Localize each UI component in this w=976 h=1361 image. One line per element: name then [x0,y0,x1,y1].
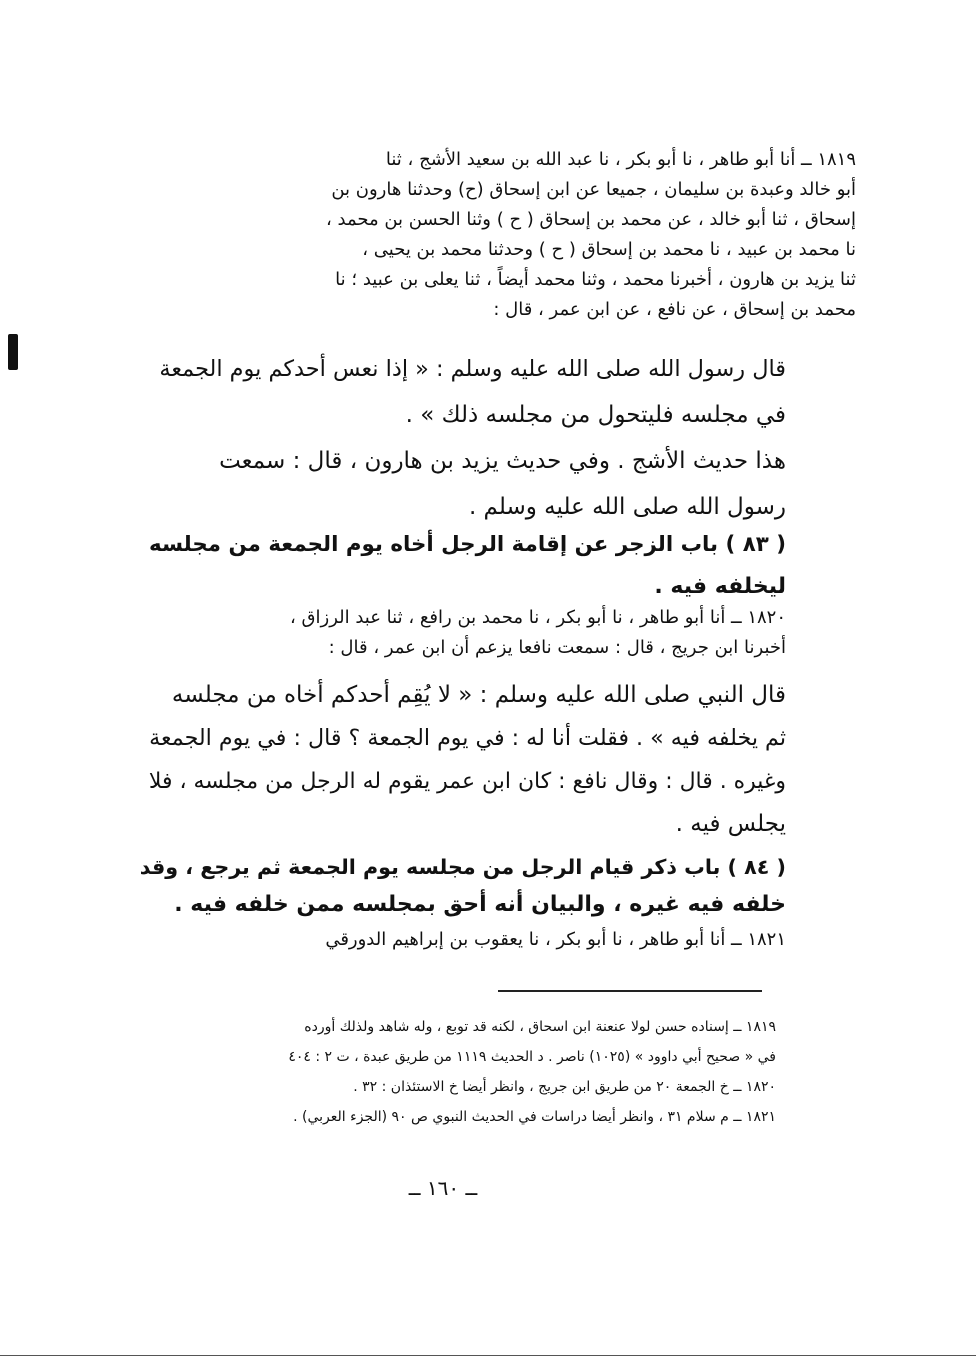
footnote-line: ١٨١٩ ــ إسناده حسن لولا عنعنة ابن اسحاق ، لكنه قد توبع ، وله شاهد ولذلك أورده [304,1019,776,1035]
heading-line: ( ٨٤ ) باب ذكر قيام الرجل من مجلسه يوم الجمعة ثم يرجع ، وقد [139,855,786,879]
text-line: أبو خالد وعبدة بن سليمان ، جميعا عن ابن إسحاق (ح) وحدثنا هارون بن [331,179,856,200]
footnote-line: ١٨٢١ ــ م سلام ٣١ ، وانظر أيضا دراسات في الحديث النبوي ص ٩٠ (الجزء العربي) . [293,1109,776,1125]
hadith-1819-matn [146,346,786,438]
scan-artifact-mark [8,334,18,370]
scan-bottom-edge [0,1355,976,1356]
text-line: أخبرنا ابن جريج ، قال : سمعت نافعا يزعم أن ابن عمر ، قال : [328,637,786,658]
text-line: رسول الله صلى الله عليه وسلم . [468,494,786,520]
heading-line: ( ٨٣ ) باب الزجر عن إقامة الرجل أخاه يوم الجمعة من مجلسه [148,532,786,557]
hadith-1819-isnad [126,145,856,325]
heading-line: خلفه فيه غيره ، والبيان أنه أحق بمجلسه ممن خلفه فيه . [174,892,786,917]
text-line: هذا حديث الأشج . وفي حديث يزيد بن هارون ، قال : سمعت [219,448,786,474]
heading-line: ليخلفه فيه . [654,574,786,599]
text-line: في مجلسه فليتحول من مجلسه ذلك » . [405,402,786,428]
footnote-line: في « صحيح أبي داوود » (١٠٢٥) ناصر . د الحديث ١١١٩ من طريق عبدة ، ت ٢ : ٤٠٤ [288,1049,776,1065]
hadith-1820-matn [136,674,786,846]
text-line: يجلس فيه . [675,811,786,837]
text-line: ١٨٢١ ــ أنا أبو طاهر ، نا أبو بكر ، نا يعقوب بن إبراهيم الدورقي [325,929,786,950]
text-line: قال رسول الله صلى الله عليه وسلم : « إذا نعس أحدكم يوم الجمعة [159,356,786,382]
text-line: وغيره . قال : وقال نافع : كان ابن عمر يقوم له الرجل من مجلسه ، فلا [148,769,786,794]
chapter-84-heading [126,848,786,924]
hadith-1819-note [146,438,786,530]
hadith-1820-isnad [136,603,786,663]
text-line: إسحاق ، ثنا أبو خالد ، عن محمد بن إسحاق ( ح ) وثنا الحسن بن محمد ، [325,209,856,230]
text-line: ثنا يزيد بن هارون ، أخبرنا محمد ، وثنا محمد أيضاً ، ثنا يعلى بن عبيد ؛ نا [335,269,856,290]
footnote-divider [498,990,762,992]
text-line: نا محمد بن عبيد ، نا محمد بن إسحاق ( ح ) وحدثنا محمد بن يحيى ، [362,239,856,260]
footnotes [126,1012,776,1132]
chapter-83-heading [136,524,786,608]
text-line: ١٨٢٠ ــ أنا أبو طاهر ، نا أبو بكر ، نا محمد بن رافع ، ثنا عبد الرزاق ، [290,607,786,628]
hadith-1821-isnad [136,925,786,955]
page-number: ــ ١٦٠ ــ [408,1176,478,1200]
text-line: قال النبي صلى الله عليه وسلم : « لا يُقِم أحدكم أخاه من مجلسه [171,682,786,708]
text-line: محمد بن إسحاق ، عن نافع ، عن ابن عمر ، قال : [493,299,856,320]
footnote-line: ١٨٢٠ ــ خ الجمعة ٢٠ من طريق ابن جريج ، وانظر أيضا خ الاستئذان : ٣٢ . [353,1079,776,1095]
text-line: ثم يخلفه فيه » . فقلت أنا له : في يوم الجمعة ؟ قال : في يوم الجمعة [149,725,786,751]
text-line: ١٨١٩ ــ أنا أبو طاهر ، نا أبو بكر ، نا عبد الله بن سعيد الأشج ، ثنا [385,149,856,170]
